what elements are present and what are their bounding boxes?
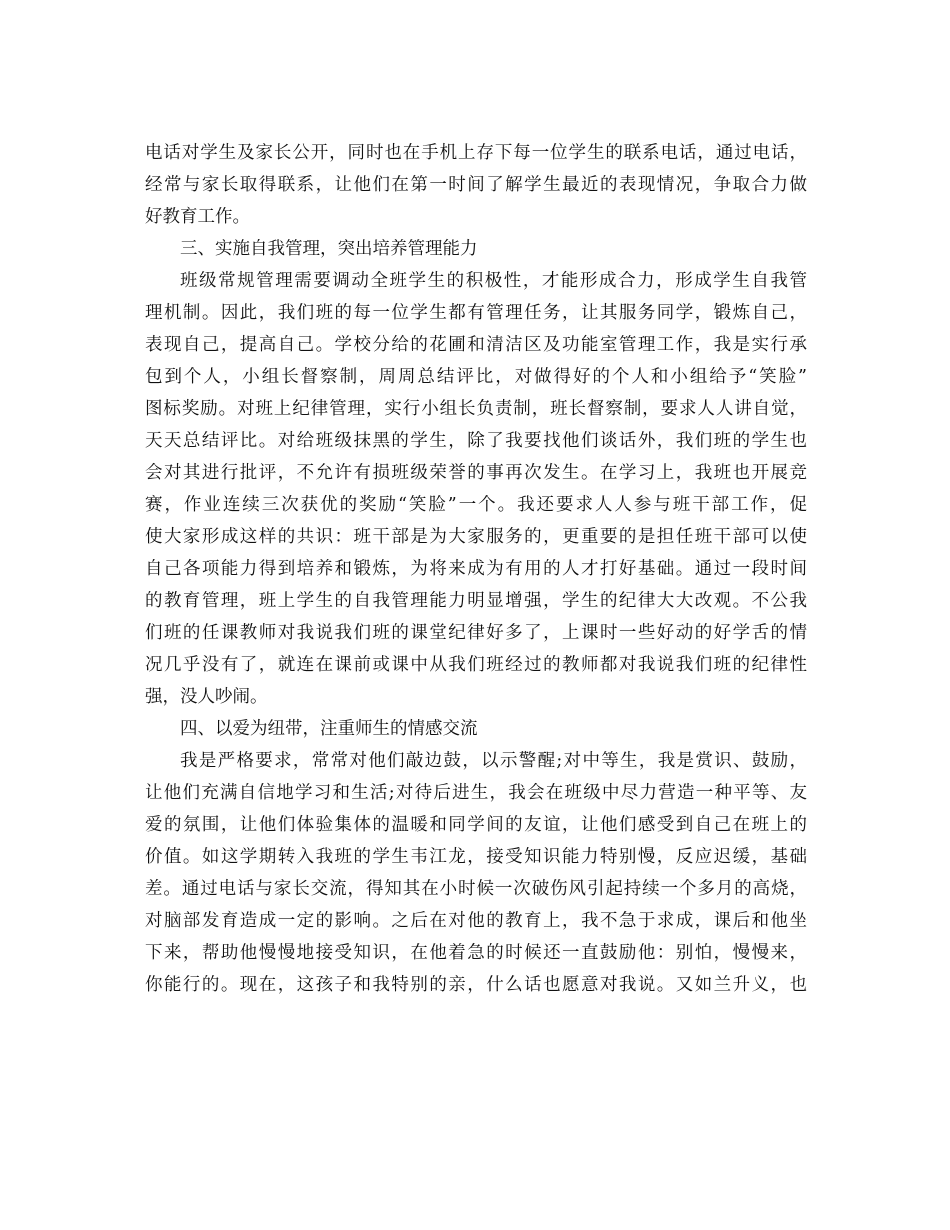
paragraph-line: 们班的任课教师对我说我们班的课堂纪律好多了，上课时一些好动的好学舌的情: [145, 623, 807, 643]
paragraph-line: 包到个人，小组长督察制，周周总结评比，对做得好的个人和小组给予“笑脸”: [145, 367, 807, 387]
paragraph-line: 经常与家长取得联系，让他们在第一时间了解学生最近的表现情况，争取合力做: [145, 175, 807, 195]
paragraph-line: 图标奖励。对班上纪律管理，实行小组长负责制，班长督察制，要求人人讲自觉，: [145, 399, 807, 419]
section-heading: 四、以爱为纽带，注重师生的情感交流: [180, 719, 478, 739]
paragraph-line: 强，没人吵闹。: [145, 687, 268, 707]
body-text: [145, 137, 807, 1001]
paragraph-line: 的教育管理，班上学生的自我管理能力明显增强，学生的纪律大大改观。不公我: [145, 591, 807, 611]
paragraph-line: 使大家形成这样的共识：班干部是为大家服务的，更重要的是担任班干部可以使: [145, 527, 807, 547]
paragraph-line: 让他们充满自信地学习和生活;对待后进生，我会在班级中尽力营造一种平等、友: [145, 783, 807, 803]
paragraph-line: 天天总结评比。对给班级抹黑的学生，除了我要找他们谈话外，我们班的学生也: [145, 431, 807, 451]
paragraph-line: 况几乎没有了，就连在课前或课中从我们班经过的教师都对我说我们班的纪律性: [145, 655, 807, 675]
paragraph-line: 自己各项能力得到培养和锻炼，为将来成为有用的人才打好基础。通过一段时间: [145, 559, 807, 579]
paragraph-line: 我是严格要求，常常对他们敲边鼓，以示警醒;对中等生，我是赏识、鼓励，: [180, 751, 807, 771]
paragraph-line: 你能行的。现在，这孩子和我特别的亲，什么话也愿意对我说。又如兰升义，也: [145, 975, 807, 995]
paragraph-line: 下来，帮助他慢慢地接受知识，在他着急的时候还一直鼓励他：别怕，慢慢来，: [145, 943, 807, 963]
paragraph-line: 爱的氛围，让他们体验集体的温暖和同学间的友谊，让他们感受到自己在班上的: [145, 815, 807, 835]
paragraph-line: 对脑部发育造成一定的影响。之后在对他的教育上，我不急于求成，课后和他坐: [145, 911, 807, 931]
paragraph-line: 班级常规管理需要调动全班学生的积极性，才能形成合力，形成学生自我管: [180, 271, 807, 291]
paragraph-line: 理机制。因此，我们班的每一位学生都有管理任务，让其服务同学，锻炼自己，: [145, 303, 807, 323]
paragraph-line: 电话对学生及家长公开，同时也在手机上存下每一位学生的联系电话，通过电话，: [145, 143, 807, 163]
paragraph-line: 价值。如这学期转入我班的学生韦江龙，接受知识能力特别慢，反应迟缓，基础: [145, 847, 807, 867]
section-heading: 三、实施自我管理，突出培养管理能力: [180, 239, 478, 259]
paragraph-line: 赛，作业连续三次获优的奖励“笑脸”一个。我还要求人人参与班干部工作，促: [145, 495, 807, 515]
paragraph-line: 好教育工作。: [145, 207, 250, 227]
paragraph-line: 表现自己，提高自己。学校分给的花圃和清洁区及功能室管理工作，我是实行承: [145, 335, 807, 355]
paragraph-line: 会对其进行批评，不允许有损班级荣誉的事再次发生。在学习上，我班也开展竞: [145, 463, 807, 483]
paragraph-line: 差。通过电话与家长交流，得知其在小时候一次破伤风引起持续一个多月的高烧，: [145, 879, 807, 899]
